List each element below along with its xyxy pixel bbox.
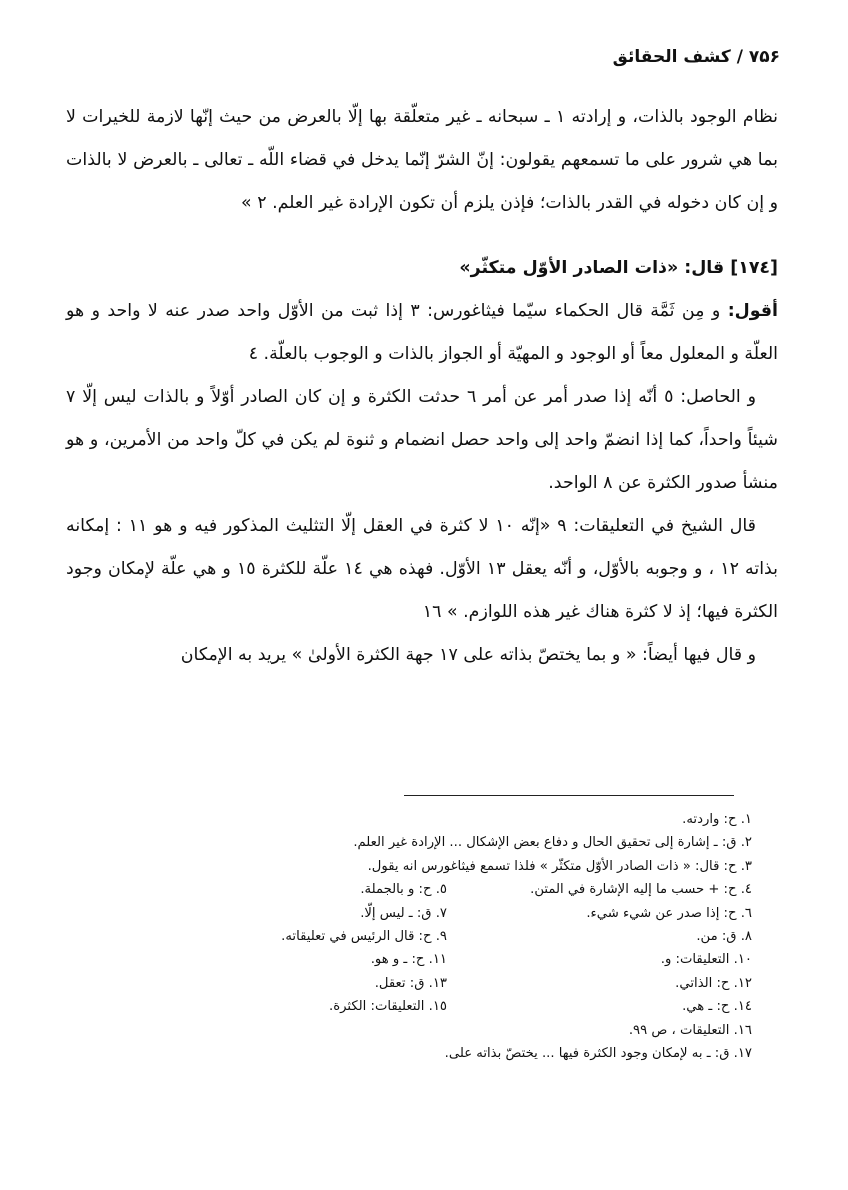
footnote-4: ٤. ح: + حسب ما إليه الإشارة في المتن. [530,882,752,898]
footnote-row [142,831,752,854]
footnote-row [142,855,752,878]
footnote-10: ١٠. التعليقات: و. [660,952,752,968]
paragraph-1: نظام الوجود بالذات، و إرادته ١ ـ سبحانه ـ غير متعلّقة بها إلّا بالعرض من حيث إنّها لازمة للخيرات لا بما هي شرور على ما تسمعهم يقولون: إنّ الشرّ إنّما يدخل في قضاء اللّه ـ تعالى ـ بالعرض لا بالذات و إن كان دخوله في القدر بالذات؛ فإذن يلزم أن تكون الإرادة غير العلم. ٢ » [66,107,778,213]
footnote-separator [404,795,734,796]
footnote-row [142,808,752,831]
footnote-3: ٣. ح: قال: « ذات الصادر الأوّل متكثّر » فلذا تسمع فيثاغورس انه يقول. [367,858,752,874]
main-text [66,96,778,677]
paragraph-lead-word: أقول: [727,301,778,321]
paragraph-5: و قال فيها أيضاً: « و بما يختصّ بذاته على ١٧ جهة الكثرة الأولىٰ » يريد به الإمكان [180,645,756,665]
footnote-12: ١٢. ح: الذاتي. [675,975,752,991]
footnote-15: ١٥. التعليقات: الكثرة. [329,999,447,1015]
footnote-row [142,972,752,995]
footnote-14: ١٤. ح: ـ هي. [682,999,752,1015]
footnote-6: ٦. ح: إذا صدر عن شيء شيء. [586,905,752,921]
footnote-11: ١١. ح: ـ و هو. [370,952,447,968]
footnote-row [142,878,752,901]
footnotes [142,808,752,1065]
running-header: ۷۵۶ / كشف الحقائق [612,47,780,67]
footnote-9: ٩. ح: قال الرئيس في تعليقاته. [281,928,447,944]
footnote-16: ١٦. التعليقات ، ص ٩٩. [628,1022,752,1038]
paragraph-2 [66,290,778,376]
paragraph-4: قال الشيخ في التعليقات: ٩ «إنّه ١٠ لا كثرة في العقل إلّا التثليث المذكور فيه و هو ١١ : إمكانه بذاته ١٢ ، و وجوبه بالأوّل، و أنّه يعقل ١٣ الأوّل. فهذه هي ١٤ علّة للكثرة ١٥ و هي علّة لإمكان وجود الكثرة فيها؛ إذ لا كثرة هناك غير هذه اللوازم. » ١٦ [66,516,779,622]
footnote-row [142,1042,752,1065]
footnote-row [142,902,752,925]
footnote-5: ٥. ح: و بالجملة. [360,882,447,898]
footnote-2: ٢. ق: ـ إشارة إلى تحقيق الحال و دفاع بعض الإشكال ... الإرادة غير العلم. [353,835,752,851]
footnote-row [142,995,752,1018]
paragraph-2-text: و مِن ثَمَّة قال الحكماء سيّما فيثاغورس: ٣ إذا ثبت من الأوّل واحد صدر عنه لا واحد و هو العلّة و المعلول معاً أو الوجود و المهيّة أو الجواز بالذات و الوجوب بالعلّة. ٤ [66,301,778,364]
footnote-13: ١٣. ق: تعقل. [374,975,447,991]
section-heading: [١٧٤] قال: «ذات الصادر الأوّل متكثّر» [459,258,778,278]
footnote-1: ١. ح: واردته. [682,812,752,827]
footnote-row [142,948,752,971]
paragraph-3: و الحاصل: ٥ أنّه إذا صدر أمر عن أمر ٦ حدثت الكثرة و إن كان الصادر أوّلاً و بالذات ليس إلّا ٧ شيئاً واحداً، كما إذا انضمّ واحد إلى واحد حصل انضمام و ثنوة لم يكن في كلّ واحد من الأمرين، و هو منشأ صدور الكثرة عن ٨ الواحد. [66,387,778,493]
footnote-7: ٧. ق: ـ ليس إلّا. [360,905,447,921]
footnote-row [142,1019,752,1042]
footnote-17: ١٧. ق: ـ به لإمكان وجود الكثرة فيها ... يختصّ بذاته على. [444,1045,752,1061]
footnote-8: ٨. ق: من. [696,928,752,944]
footnote-row [142,925,752,948]
